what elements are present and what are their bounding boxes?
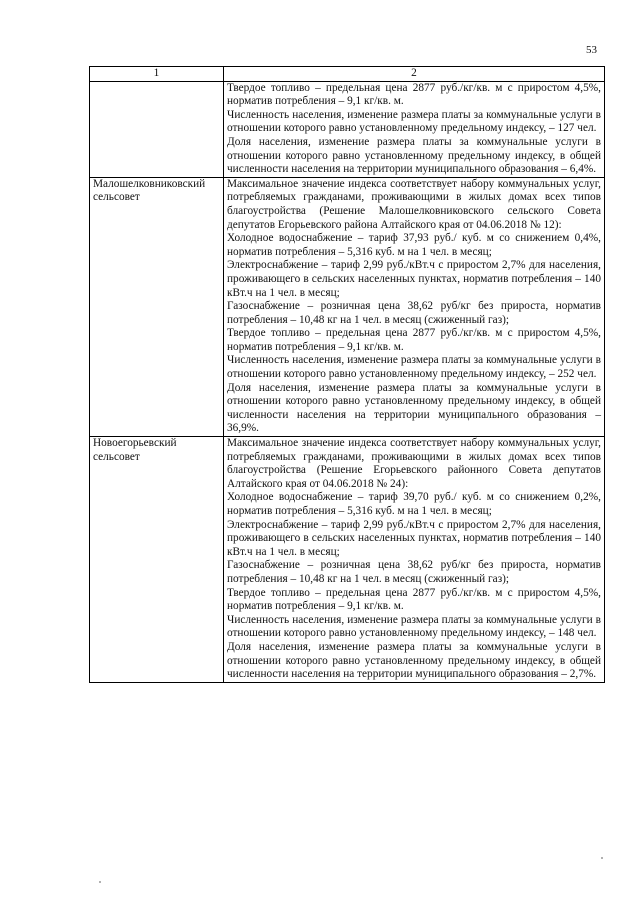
paragraph: Холодное водоснабжение – тариф 39,70 руб./ куб. м со снижением 0,2%, норматив потребления – 5,316 куб. м на 1 чел. в месяц; <box>227 491 601 517</box>
row-content <box>224 437 605 683</box>
paragraph: Твердое топливо – предельная цена 2877 руб./кг/кв. м с приростом 4,5%, норматив потребления – 9,1 кг/кв. м. <box>227 327 601 353</box>
tariff-table <box>89 66 605 683</box>
municipality-name: Новоегорьевский сельсовет <box>90 437 224 683</box>
paragraph: Электроснабжение – тариф 2,99 руб./кВт.ч с приростом 2,7% для населения, проживающего в сельских населенных пунктах, норматив потребления – 140 кВт.ч на 1 чел. в месяц; <box>227 518 601 558</box>
paragraph: Газоснабжение – розничная цена 38,62 руб/кг без прироста, норматив потребления – 10,48 кг на 1 чел. в месяц (сжиженный газ); <box>227 300 601 326</box>
table-header-row <box>90 67 605 82</box>
municipality-name <box>90 81 224 177</box>
municipality-name: Малошелковниковский сельсовет <box>90 177 224 436</box>
paragraph: Максимальное значение индекса соответствует набору коммунальных услуг, потребляемых гражданами, проживающими в жилых домах всех типов благоустройства (Решение Малошелковниковского сельского Совета депутатов Егорьевского района Алтайского края от 04.06.2018 № 12): <box>227 177 601 231</box>
paragraph: Доля населения, изменение размера платы за коммунальные услуги в отношении которого равно установленному предельному индексу, в общей численности населения на территории муниципального образования – 2,7%. <box>227 640 601 681</box>
table-row <box>90 81 605 177</box>
table-row <box>90 177 605 436</box>
scan-speck <box>601 857 603 859</box>
paragraph: Доля населения, изменение размера платы за коммунальные услуги в отношении которого равно установленному предельному индексу, в общей численности населения на территории муниципального образования – 36,9%. <box>227 381 601 435</box>
column-header: 1 <box>90 67 224 82</box>
paragraph: Численность населения, изменение размера платы за коммунальные услуги в отношении которого равно установленному предельному индексу, – 127 чел. <box>227 108 601 135</box>
paragraph: Численность населения, изменение размера платы за коммунальные услуги в отношении которого равно установленному предельному индексу, – 252 чел. <box>227 354 601 381</box>
row-content <box>224 177 605 436</box>
page-number: 53 <box>586 44 597 56</box>
paragraph: Доля населения, изменение размера платы за коммунальные услуги в отношении которого равно установленному предельному индексу, в общей численности населения на территории муниципального образования – 6,4%. <box>227 135 601 176</box>
column-header: 2 <box>224 67 605 82</box>
paragraph: Численность населения, изменение размера платы за коммунальные услуги в отношении которого равно установленному предельному индексу, – 148 чел. <box>227 613 601 640</box>
paragraph: Электроснабжение – тариф 2,99 руб./кВт.ч с приростом 2,7% для населения, проживающего в сельских населенных пунктах, норматив потребления – 140 кВт.ч на 1 чел. в месяц; <box>227 259 601 299</box>
scan-speck <box>99 881 101 883</box>
row-content <box>224 81 605 177</box>
paragraph: Холодное водоснабжение – тариф 37,93 руб./ куб. м со снижением 0,4%, норматив потребления – 5,316 куб. м на 1 чел. в месяц; <box>227 232 601 258</box>
table-row <box>90 437 605 683</box>
paragraph: Твердое топливо – предельная цена 2877 руб./кг/кв. м с приростом 4,5%, норматив потребления – 9,1 кг/кв. м. <box>227 586 601 613</box>
paragraph: Максимальное значение индекса соответствует набору коммунальных услуг, потребляемых гражданами, проживающими в жилых домах всех типов благоустройства (Решение Егорьевского районного Совета депутатов Алтайского края от 04.06.2018 № 24): <box>227 437 601 490</box>
paragraph: Твердое топливо – предельная цена 2877 руб./кг/кв. м с приростом 4,5%, норматив потребления – 9,1 кг/кв. м. <box>227 81 601 108</box>
paragraph: Газоснабжение – розничная цена 38,62 руб/кг без прироста, норматив потребления – 10,48 кг на 1 чел. в месяц (сжиженный газ); <box>227 559 601 585</box>
